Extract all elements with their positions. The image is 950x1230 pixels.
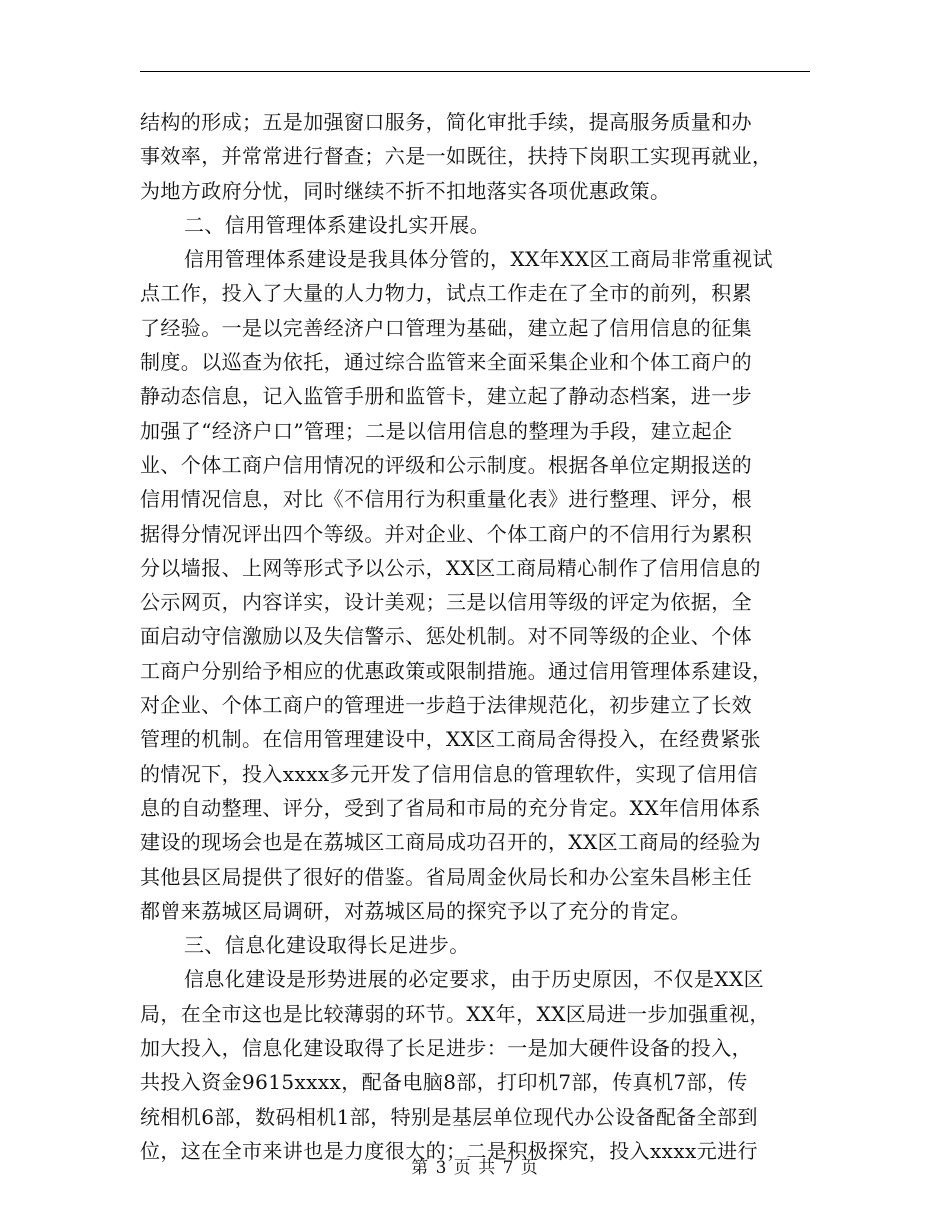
body-text-line: 据得分情况评出四个等级。并对企业、个体工商户的不信用行为累积 <box>140 521 752 546</box>
body-text-line: 的情况下，投入xxxx多元开发了信用信息的管理软件，实现了信用信 <box>140 761 758 786</box>
body-text-line: 事效率，并常常进行督查；六是一如既往，扶持下岗职工实现再就业， <box>140 144 773 169</box>
body-text-line: 结构的形成；五是加强窗口服务，简化审批手续，提高服务质量和办 <box>140 110 752 134</box>
header-rule <box>140 71 810 72</box>
body-text-line: 制度。以巡查为依托，通过综合监管来全面采集企业和个体工商户的 <box>140 350 752 375</box>
body-text-line: 信用管理体系建设是我具体分管的，XX年XX区工商局非常重视试 <box>184 247 773 272</box>
body-text-line: 静动态信息，记入监管手册和监管卡，建立起了静动态档案，进一步 <box>140 384 752 409</box>
body-text-line: 局，在全市这也是比较薄弱的环节。XX年，XX区局进一步加强重视， <box>140 1001 770 1026</box>
body-text-line: 信用情况信息，对比《不信用行为积重量化表》进行整理、评分，根 <box>140 487 752 512</box>
body-text-line: 其他县区局提供了很好的借鉴。省局周金伙局长和办公室朱昌彬主任 <box>140 864 752 889</box>
body-text-line: 了经验。一是以完善经济户口管理为基础，建立起了信用信息的征集 <box>140 315 752 340</box>
body-text-line: 点工作，投入了大量的人力物力，试点工作走在了全市的前列，积累 <box>140 281 752 306</box>
document-body <box>140 105 812 1168</box>
body-text-line: 分以墙报、上网等形式予以公示，XX区工商局精心制作了信用信息的 <box>140 555 761 580</box>
body-text-line: 共投入资金9615xxxx，配备电脑8部，打印机7部，传真机7部，传 <box>140 1070 748 1095</box>
body-text-line: 建设的现场会也是在荔城区工商局成功召开的，XX区工商局的经验为 <box>140 830 761 855</box>
body-text-line: 管理的机制。在信用管理建设中，XX区工商局舍得投入，在经费紧张 <box>140 727 761 752</box>
body-text-line: 为地方政府分忧，同时继续不折不扣地落实各项优惠政策。 <box>140 178 671 203</box>
body-text-line: 面启动守信激励以及失信警示、惩处机制。对不同等级的企业、个体 <box>140 624 752 649</box>
body-text-line: 对企业、个体工商户的管理进一步趋于法律规范化，初步建立了长效 <box>140 693 752 718</box>
body-text-line: 都曾来荔城区局调研，对荔城区局的探究予以了充分的肯定。 <box>140 898 691 923</box>
body-text-line: 业、个体工商户信用情况的评级和公示制度。根据各单位定期报送的 <box>140 452 752 477</box>
body-text-line: 息的自动整理、评分，受到了省局和市局的充分肯定。XX年信用体系 <box>140 795 761 820</box>
body-text-line: 公示网页，内容详实，设计美观；三是以信用等级的评定为依据，全 <box>140 590 752 615</box>
page-footer: 第 3 页 共 7 页 <box>411 1158 539 1178</box>
body-text-line: 加大投入，信息化建设取得了长足进步：一是加大硬件设备的投入， <box>140 1036 752 1061</box>
body-text-line: 加强了“经济户口”管理；二是以信用信息的整理为手段，建立起企 <box>140 418 733 443</box>
body-text-line: 二、信用管理体系建设扎实开展。 <box>184 212 490 237</box>
body-text-line: 位，这在全市来讲也是力度很大的；二是积极探究，投入xxxx元进行 <box>140 1138 758 1163</box>
body-text-line: 信息化建设是形势进展的必定要求，由于历史原因，不仅是XX区 <box>184 967 765 992</box>
body-text-line: 三、信息化建设取得长足进步。 <box>184 933 470 958</box>
body-text-line: 工商户分别给予相应的优惠政策或限制措施。通过信用管理体系建设， <box>140 658 773 683</box>
body-text-line: 统相机6部，数码相机1部，特别是基层单位现代办公设备配备全部到 <box>140 1104 758 1129</box>
